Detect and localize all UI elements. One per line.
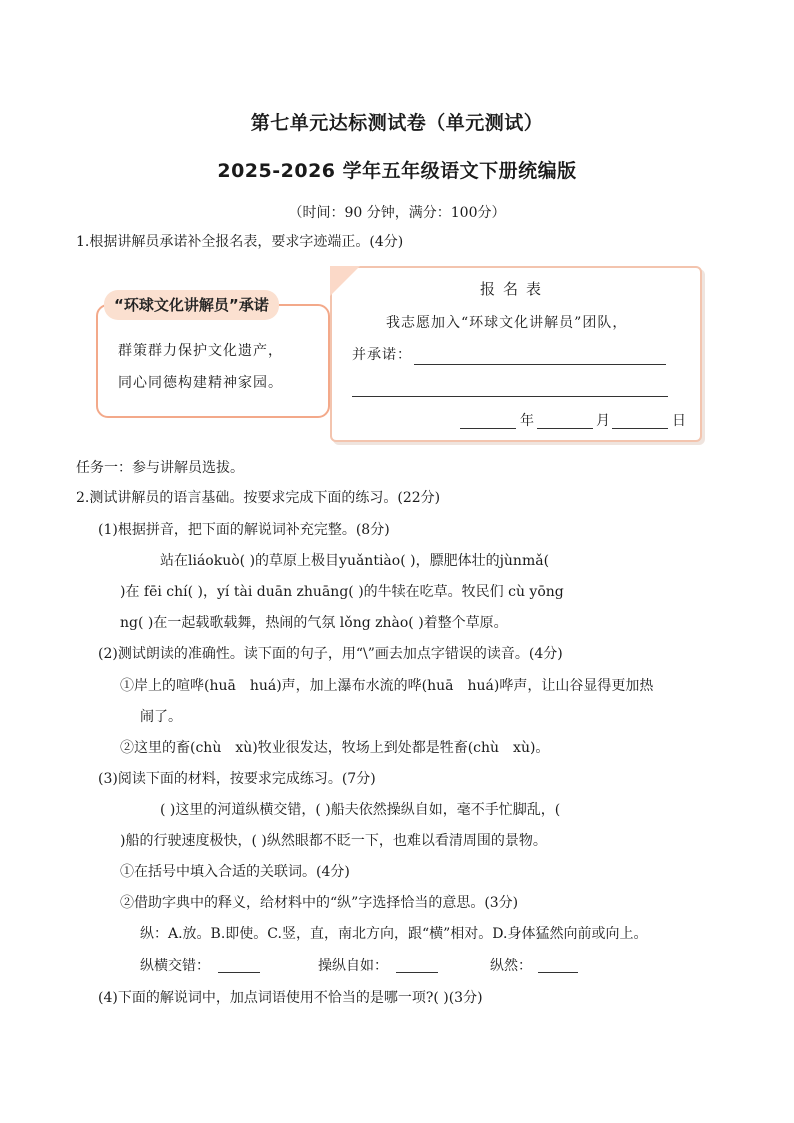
year-label: 年 [520,413,535,429]
dictionary-definitions: 纵：A.放。B.即使。C.竖，直，南北方向，跟“横”相对。D.身体猛然向前或向上。 [140,926,648,942]
answer-caozong-blank[interactable] [396,972,438,973]
q2-part4-prompt: (4)下面的解说词中，加点词语使用不恰当的是哪一项?( )(3分) [98,990,483,1006]
q2-part3-material-1: ( )这里的河道纵横交错，( )船夫依然操纵自如，毫不手忙脚乱，( [160,802,561,818]
pledge-answer-line-1[interactable] [414,364,666,365]
page-title: 第七单元达标测试卷（单元测试） [250,112,544,134]
page-subtitle: 2025-2026 学年五年级语文下册统编版 [217,160,577,182]
answer-caozong-label: 操纵自如： [318,958,388,974]
q2-part2-sentence1: ①岸上的喧哗(huā huá)声，加上瀑布水流的哗(huā huá)哗声，让山谷显得更加热 [120,678,654,694]
q2-part3-material-2: )船的行驶速度极快，( )纵然眼都不眨一下，也难以看清周围的景物。 [120,833,547,849]
folded-corner [330,266,360,296]
q2-part3-prompt: (3)阅读下面的材料，按要求完成练习。(7分) [98,771,376,787]
q2-part1-prompt: (1)根据拼音，把下面的解说词补充完整。(8分) [98,522,390,538]
form-pledge-label: 并承诺： [352,347,412,363]
promise-box [96,304,330,418]
form-title: 报名表 [480,280,550,298]
q2-part1-line3: ng( )在一起载歌载舞，热闹的气氛 lǒng zhào( )着整个草原。 [120,615,508,631]
day-label: 日 [672,413,687,429]
task-1: 任务一：参与讲解员选拔。 [76,460,244,476]
q2-part1-line1: 站在liáokuò( )的草原上极目yuǎntiào( )，膘肥体壮的jùnmǎ( [160,553,550,569]
q2-part2-sentence1-cont: 闹了。 [140,709,182,725]
q2-part2-prompt: (2)测试朗读的准确性。读下面的句子，用“\”画去加点字错误的读音。(4分) [98,646,563,662]
promise-line-1: 群策群力保护文化遗产， [118,343,283,359]
q2-part3-task-a: ①在括号中填入合适的关联词。(4分) [120,864,350,880]
question-1-prompt: 1.根据讲解员承诺补全报名表，要求字迹端正。(4分) [76,234,404,250]
day-answer-line[interactable] [612,428,668,429]
answer-zongheng-label: 纵横交错： [140,958,210,974]
form-line-1: 我志愿加入“环球文化讲解员”团队， [386,315,628,331]
answer-zongran-label: 纵然： [490,958,532,974]
answer-zongran-blank[interactable] [538,972,578,973]
answer-zongheng-blank[interactable] [218,972,260,973]
year-answer-line[interactable] [460,428,516,429]
question-2-prompt: 2.测试讲解员的语言基础。按要求完成下面的练习。(22分) [76,490,441,506]
q2-part2-sentence2: ②这里的畜(chù xù)牧业很发达，牧场上到处都是牲畜(chù xù)。 [120,740,550,756]
exam-info: （时间：90 分钟，满分：100分） [288,205,506,221]
promise-line-2: 同心同德构建精神家园。 [118,375,283,391]
promise-tab-label: “环球文化讲解员”承诺 [104,290,279,320]
q2-part1-line2: )在 fēi chí( )，yí tài duān zhuāng( )的牛犊在吃草。牧民们 cù yōng [120,584,564,600]
pledge-answer-line-2[interactable] [352,396,668,397]
q2-part3-task-b: ②借助字典中的释义，给材料中的“纵”字选择恰当的意思。(3分) [120,895,519,911]
month-answer-line[interactable] [537,428,593,429]
month-label: 月 [596,413,611,429]
